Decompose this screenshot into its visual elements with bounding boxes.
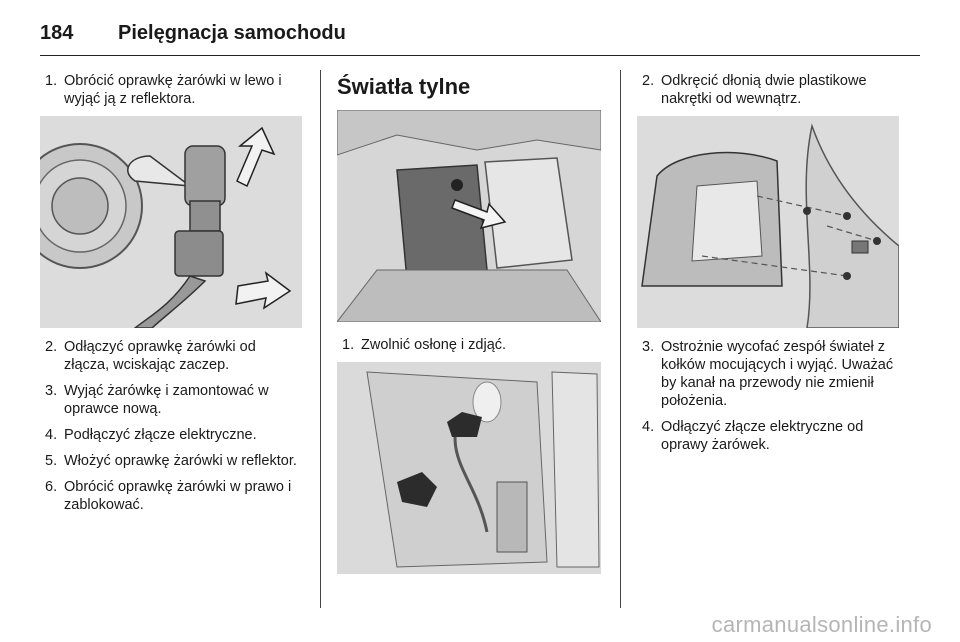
page-number: 184 [40, 22, 74, 44]
page-title: Pielęgnacja samochodu [118, 22, 346, 44]
step-item: 4. Podłączyć złącze elektryczne. [45, 427, 257, 443]
step-item: 5. Włożyć oprawkę żarówki w reflektor. [45, 453, 297, 469]
watermark: carmanualsonline.info [711, 612, 932, 637]
step-item: 2. Odkręcić dłonią dwie plastikowe nakrętki od wewnątrz. [642, 73, 867, 107]
column-1 [40, 72, 302, 522]
column-2 [337, 72, 599, 584]
step-list-3b [637, 338, 903, 454]
section-title: Światła tylne [337, 74, 471, 99]
column-3 [637, 72, 903, 462]
step-list-2 [337, 336, 599, 354]
step-list-1a [40, 72, 302, 108]
headlamp-bulb-holder-figure [40, 116, 302, 328]
step-item: 3. Ostrożnie wycofać zespół świateł z kołków mocujących i wyjąć. Uważać by kanał na przewody nie zmienił położenia. [642, 339, 894, 409]
step-list-3a [637, 72, 903, 108]
tail-lamp-nuts-figure [337, 362, 601, 574]
step-item: 4. Odłączyć złącze elektryczne od oprawy żarówek. [642, 419, 864, 453]
step-item: 1. Obrócić oprawkę żarówki w lewo i wyjąć ją z reflektora. [45, 73, 282, 107]
tail-lamp-removal-figure [637, 116, 899, 328]
column-divider-right [620, 70, 621, 608]
step-list-1b [40, 338, 302, 514]
step-item: 6. Obrócić oprawkę żarówki w prawo i zablokować. [45, 479, 292, 513]
column-divider-left [320, 70, 321, 608]
step-item: 1. Zwolnić osłonę i zdjąć. [342, 337, 507, 353]
page-header [40, 14, 920, 54]
step-item: 3. Wyjąć żarówkę i zamontować w oprawce nową. [45, 383, 269, 417]
step-item: 2. Odłączyć oprawkę żarówki od złącza, wciskając zaczep. [45, 339, 256, 373]
trunk-cover-figure [337, 110, 601, 322]
header-divider [40, 55, 920, 56]
